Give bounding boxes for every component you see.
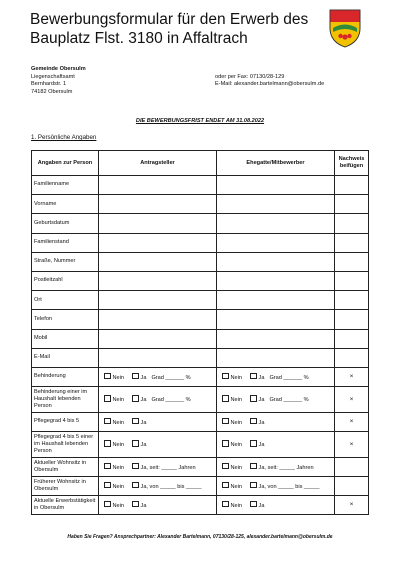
row-label: Vorname — [32, 195, 99, 214]
contact-fax: oder per Fax: 07130/28-129 — [215, 73, 285, 80]
proof-cell — [335, 271, 369, 290]
table-row — [32, 252, 369, 271]
option-no-label: Nein — [112, 502, 125, 509]
deadline-notice: DIE BEWERBUNGSFRIST ENDET AM 31.08.2022 — [135, 118, 265, 124]
proof-cell — [335, 348, 369, 367]
checkbox-yes[interactable] — [132, 395, 139, 402]
spouse-input[interactable] — [217, 176, 335, 195]
table-row — [32, 431, 369, 457]
spouse-options — [217, 476, 335, 495]
option-extra-label: Grad ______ % — [151, 397, 191, 404]
proof-cell — [335, 176, 369, 195]
row-label: Telefon — [32, 310, 99, 329]
proof-required-mark: × — [335, 367, 369, 386]
spouse-input[interactable] — [217, 271, 335, 290]
row-label: Geburtsdatum — [32, 214, 99, 233]
checkbox-no[interactable] — [222, 440, 229, 447]
header-proof: Nachweis beifügen — [335, 151, 369, 176]
table-row — [32, 495, 369, 514]
option-no-label: Nein — [230, 442, 243, 449]
checkbox-yes[interactable] — [132, 373, 139, 380]
checkbox-yes[interactable] — [132, 501, 139, 508]
recipient-address — [31, 66, 86, 96]
option-no-label: Nein — [112, 442, 125, 449]
spouse-input[interactable] — [217, 310, 335, 329]
row-label: Früherer Wohnsitz in Obersulm — [32, 476, 99, 495]
proof-cell — [335, 195, 369, 214]
option-no-label: Nein — [230, 419, 243, 426]
checkbox-no[interactable] — [222, 418, 229, 425]
spouse-options — [217, 457, 335, 476]
checkbox-no[interactable] — [222, 482, 229, 489]
proof-cell — [335, 329, 369, 348]
option-no-label: Nein — [112, 397, 125, 404]
option-yes-label: Ja, seit: _____ Jahren — [258, 464, 314, 471]
header-person: Angaben zur Person — [32, 151, 99, 176]
checkbox-no[interactable] — [104, 440, 111, 447]
spouse-input[interactable] — [217, 214, 335, 233]
checkbox-yes[interactable] — [250, 440, 257, 447]
spouse-input[interactable] — [217, 195, 335, 214]
row-label: Familienname — [32, 176, 99, 195]
row-label: Pflegegrad 4 bis 5 einer im Haushalt lebenden Person — [32, 431, 99, 457]
checkbox-no[interactable] — [222, 373, 229, 380]
checkbox-yes[interactable] — [132, 482, 139, 489]
checkbox-yes[interactable] — [132, 440, 139, 447]
spouse-options — [217, 431, 335, 457]
municipal-crest-icon — [328, 8, 362, 48]
header-applicant: Antragsteller — [99, 151, 217, 176]
proof-required-mark: × — [335, 431, 369, 457]
table-row — [32, 476, 369, 495]
contact-email: E-Mail: alexander.bartelmann@obersulm.de — [215, 81, 325, 88]
option-yes-label: Ja, von _____ bis _____ — [258, 483, 320, 490]
option-yes-label: Ja — [140, 374, 147, 381]
proof-required-mark: × — [335, 412, 369, 431]
table-row — [32, 195, 369, 214]
option-no-label: Nein — [112, 464, 125, 471]
option-no-label: Nein — [230, 483, 243, 490]
option-extra-label: Grad ______ % — [269, 374, 309, 381]
applicant-options — [99, 367, 217, 386]
table-row — [32, 214, 369, 233]
applicant-input[interactable] — [99, 348, 217, 367]
option-no-label: Nein — [230, 502, 243, 509]
option-yes-label: Ja, von _____ bis _____ — [140, 483, 202, 490]
address-street: Bernhardstr. 1 — [31, 81, 67, 88]
option-yes-label: Ja, seit: _____ Jahren — [140, 464, 196, 471]
option-extra-label: Grad ______ % — [269, 397, 309, 404]
checkbox-no[interactable] — [104, 463, 111, 470]
checkbox-no[interactable] — [104, 395, 111, 402]
proof-required-mark: × — [335, 495, 369, 514]
option-yes-label: Ja — [258, 502, 265, 509]
checkbox-no[interactable] — [222, 463, 229, 470]
checkbox-no[interactable] — [104, 373, 111, 380]
contact-info — [215, 74, 324, 89]
option-yes-label: Ja — [140, 502, 147, 509]
applicant-options — [99, 495, 217, 514]
checkbox-yes[interactable] — [250, 373, 257, 380]
option-no-label: Nein — [112, 419, 125, 426]
applicant-options — [99, 431, 217, 457]
option-yes-label: Ja — [140, 442, 147, 449]
spouse-input[interactable] — [217, 329, 335, 348]
applicant-input[interactable] — [99, 310, 217, 329]
option-no-label: Nein — [112, 483, 125, 490]
personal-data-table — [31, 150, 369, 515]
title-line-2: Bauplatz Flst. 3180 in Affaltrach — [30, 30, 248, 47]
option-yes-label: Ja — [258, 419, 265, 426]
option-no-label: Nein — [230, 464, 243, 471]
option-yes-label: Ja — [140, 419, 147, 426]
address-dept: Liegenschaftsamt — [31, 73, 75, 80]
row-label: Postleitzahl — [32, 271, 99, 290]
applicant-options — [99, 412, 217, 431]
applicant-options — [99, 386, 217, 412]
checkbox-no[interactable] — [104, 418, 111, 425]
checkbox-yes[interactable] — [250, 418, 257, 425]
section-title: 1. Persönliche Angaben — [31, 134, 97, 141]
option-extra-label: Grad ______ % — [151, 374, 191, 381]
applicant-options — [99, 457, 217, 476]
table-row — [32, 367, 369, 386]
table-row — [32, 412, 369, 431]
checkbox-yes[interactable] — [132, 418, 139, 425]
applicant-options — [99, 476, 217, 495]
applicant-input[interactable] — [99, 252, 217, 271]
proof-cell — [335, 291, 369, 310]
table-row — [32, 329, 369, 348]
proof-cell — [335, 233, 369, 252]
checkbox-no[interactable] — [222, 501, 229, 508]
proof-required-mark — [335, 457, 369, 476]
table-row — [32, 291, 369, 310]
applicant-input[interactable] — [99, 233, 217, 252]
option-yes-label: Ja — [258, 397, 265, 404]
proof-cell — [335, 310, 369, 329]
row-label: Aktuelle Erwerbstätigkeit in Obersulm — [32, 495, 99, 514]
checkbox-yes[interactable] — [132, 463, 139, 470]
header-spouse: Ehegatte/Mitbewerber — [217, 151, 335, 176]
checkbox-no[interactable] — [104, 501, 111, 508]
table-row — [32, 348, 369, 367]
row-label: Straße, Nummer — [32, 252, 99, 271]
row-label: Behinderung einer im Haushalt lebenden Person — [32, 386, 99, 412]
spouse-options — [217, 367, 335, 386]
checkbox-no[interactable] — [222, 395, 229, 402]
spouse-input[interactable] — [217, 252, 335, 271]
spouse-input[interactable] — [217, 291, 335, 310]
row-label: E-Mail — [32, 348, 99, 367]
proof-required-mark: × — [335, 386, 369, 412]
footer-contact: Haben Sie Fragen? Ansprechpartner: Alexander Bartelmann, 07130/28-125, alexander.bartelmann@obersulm.de — [67, 534, 333, 540]
applicant-input[interactable] — [99, 329, 217, 348]
option-yes-label: Ja — [258, 442, 265, 449]
checkbox-yes[interactable] — [250, 395, 257, 402]
applicant-input[interactable] — [99, 176, 217, 195]
spouse-options — [217, 495, 335, 514]
spouse-input[interactable] — [217, 348, 335, 367]
row-label: Ort — [32, 291, 99, 310]
table-row — [32, 457, 369, 476]
table-row — [32, 233, 369, 252]
table-row — [32, 176, 369, 195]
spouse-input[interactable] — [217, 233, 335, 252]
option-no-label: Nein — [230, 374, 243, 381]
applicant-input[interactable] — [99, 271, 217, 290]
title-line-1: Bewerbungsformular für den Erwerb des — [30, 11, 309, 28]
option-yes-label: Ja — [258, 374, 265, 381]
table-row — [32, 271, 369, 290]
option-yes-label: Ja — [140, 397, 147, 404]
address-city: 74182 Obersulm — [31, 88, 73, 95]
proof-cell — [335, 214, 369, 233]
checkbox-yes[interactable] — [250, 463, 257, 470]
table-row — [32, 310, 369, 329]
option-no-label: Nein — [230, 397, 243, 404]
form-title — [30, 10, 330, 48]
row-label: Pflegegrad 4 bis 5 — [32, 412, 99, 431]
spouse-options — [217, 386, 335, 412]
applicant-input[interactable] — [99, 195, 217, 214]
table-row — [32, 386, 369, 412]
checkbox-yes[interactable] — [250, 482, 257, 489]
table-header-row — [32, 151, 369, 176]
row-label: Behinderung — [32, 367, 99, 386]
checkbox-yes[interactable] — [250, 501, 257, 508]
row-label: Mobil — [32, 329, 99, 348]
applicant-input[interactable] — [99, 214, 217, 233]
row-label: Familienstand — [32, 233, 99, 252]
address-org: Gemeinde Obersulm — [31, 66, 86, 72]
spouse-options — [217, 412, 335, 431]
proof-required-mark — [335, 476, 369, 495]
proof-cell — [335, 252, 369, 271]
row-label: Aktueller Wohnsitz in Obersulm — [32, 457, 99, 476]
option-no-label: Nein — [112, 374, 125, 381]
checkbox-no[interactable] — [104, 482, 111, 489]
applicant-input[interactable] — [99, 291, 217, 310]
